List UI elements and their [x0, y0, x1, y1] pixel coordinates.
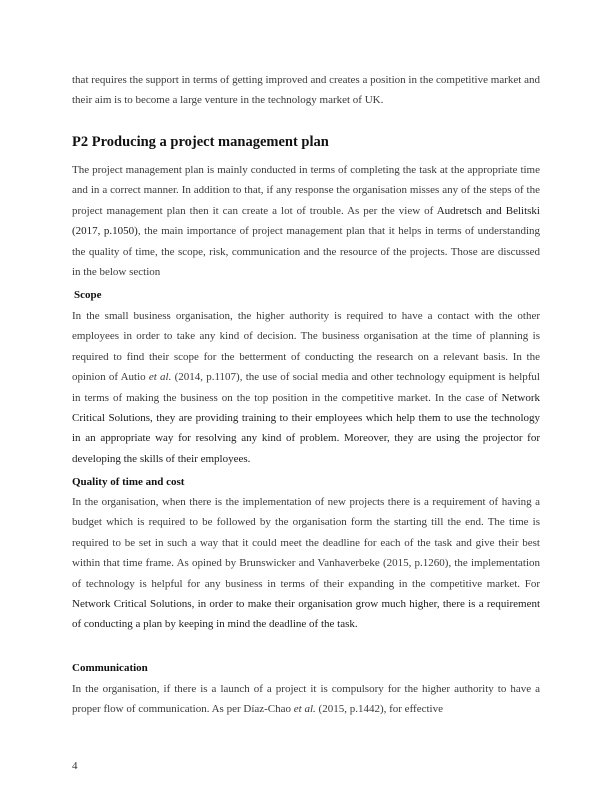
- citation-audretsch: Audretsch and Belitski (2017, p.1050): [72, 204, 540, 238]
- page-number: 4: [72, 760, 78, 772]
- section-paragraph-text-2: , the main importance of project management plan that it helps in terms of understanding the quality of time, the scope, risk, communication and the resource of the projects. Those are discussed in the below section: [72, 225, 541, 279]
- intro-paragraph: that requires the support in terms of getting improved and creates a position in the competitive market and their aim is to become a large venture in the technology market of UK.: [72, 74, 540, 107]
- section-paragraph: [72, 160, 540, 282]
- scope-text-1: In the small business organisation, the higher authority is required to have a contact with the other employees in order to take any kind of decision. The business organisation at the time of planning is required to find their scope for the betterment of conducting the research on a relevant basis. In the opinion of Autio: [72, 310, 540, 384]
- section-heading: P2 Producing a project management plan: [72, 134, 329, 150]
- section-paragraph-text: The project management plan is mainly conducted in terms of completing the task at the appropriate time and in a correct manner. In addition to that, if any response the organisation misses any of the steps of the project management plan then it can create a lot of trouble. As per the view of: [72, 164, 540, 217]
- scope-company-text: Network Critical Solutions, they are providing training to their employees which help them to use the technology in an appropriate way for resolving any kind of problem. Moreover, they are using the projector for developing the skills of their employees.: [72, 391, 540, 465]
- scope-text-2: (2014, p.1107), the use of social media and other technology equipment is helpful in terms of making the business on the top position in the competitive market. In the case of: [72, 371, 540, 404]
- communication-text-1: In the organisation, if there is a launch of a project it is compulsory for the higher authority to have a proper flow of communication. As per Díaz-Chao: [72, 683, 540, 716]
- quality-text-1: In the organisation, when there is the implementation of new projects there is a requirement of having a budget which is required to be followed by the organisation form the starting till the end. The time is required to be set in such a way that it could meet the deadline for each of the task and give their best within that time frame. As opined by Brunswicker and Vanhaverbeke (2015, p.1260), the implementation of technology is helpful for any business in terms of their expanding in the competitive market. For: [72, 496, 540, 590]
- quality-company: Network Critical Solutions: [72, 598, 192, 611]
- communication-heading: Communication: [72, 662, 148, 674]
- communication-et-al: et al.: [293, 703, 316, 716]
- quality-heading: Quality of time and cost: [72, 476, 185, 488]
- scope-paragraph: [72, 306, 540, 469]
- scope-heading: Scope: [74, 289, 102, 301]
- quality-text-2: , in order to make their organisation grow much higher, there is a requirement of conducting a plan by keeping in mind the deadline of the task.: [72, 598, 541, 631]
- scope-et-al: et al.: [148, 371, 172, 384]
- quality-paragraph: [72, 492, 540, 635]
- communication-paragraph: [72, 679, 540, 720]
- communication-text-2: (2015, p.1442), for effective: [315, 703, 443, 716]
